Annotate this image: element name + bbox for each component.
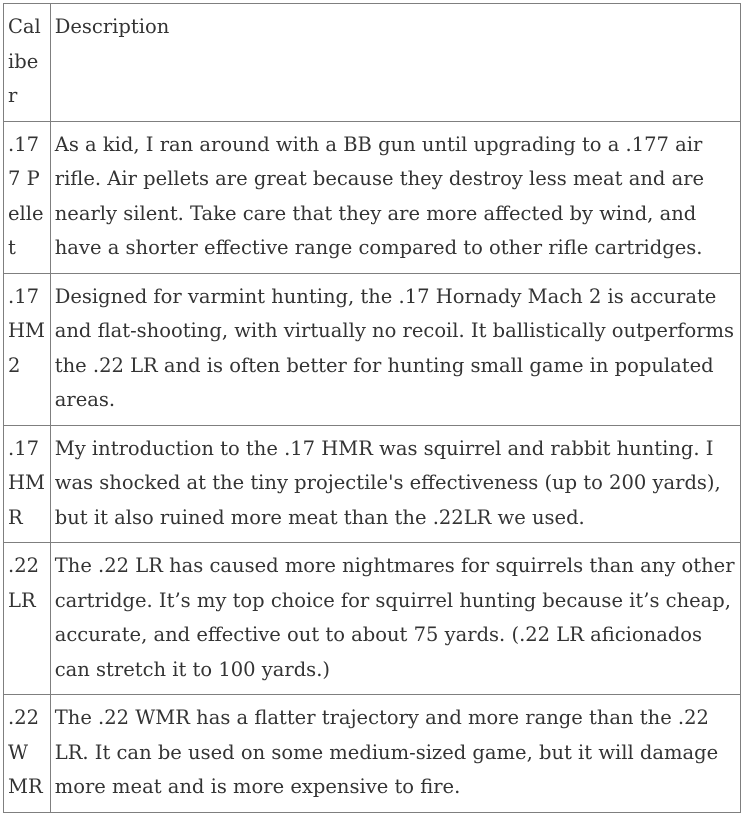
- header-description: [50, 4, 740, 122]
- caliber-cell: [4, 543, 51, 695]
- description-cell: [50, 695, 740, 813]
- caliber-table: [3, 3, 741, 813]
- header-description-label: Description: [54, 15, 170, 38]
- description-text: My introduction to the .17 HMR was squirrel and rabbit hunting. I was shocked at the tiny projectile's effectiveness (up to 200 yards), but it also ruined more meat than the .22LR we used.: [54, 436, 721, 529]
- caliber-cell: [4, 425, 51, 543]
- table-row: [4, 121, 741, 273]
- description-cell: [50, 121, 740, 273]
- description-cell: [50, 543, 740, 695]
- caliber-text: .17 HMR: [8, 436, 45, 529]
- table-row: [4, 273, 741, 425]
- description-text: As a kid, I ran around with a BB gun until upgrading to a .177 air rifle. Air pellets are great because they destroy less meat and are nearly silent. Take care that they are more affected by wind, and have a shorter effective range compared to other rifle cartridges.: [54, 132, 705, 259]
- caliber-cell: [4, 121, 51, 273]
- caliber-cell: [4, 695, 51, 813]
- table-header-row: [4, 4, 741, 122]
- table-row: [4, 425, 741, 543]
- table-row: [4, 543, 741, 695]
- caliber-text: .22 WMR: [8, 706, 43, 798]
- description-cell: [50, 273, 740, 425]
- caliber-text: .17 HM2: [8, 284, 45, 377]
- header-caliber-label: Caliber: [8, 15, 41, 107]
- header-caliber: [4, 4, 51, 122]
- description-text: The .22 LR has caused more nightmares for squirrels than any other cartridge. It’s my top choice for squirrel hunting because it’s cheap, accurate, and effective out to about 75 yards. (.22 LR aficionados can stretch it to 100 yards.): [54, 554, 735, 681]
- description-text: Designed for varmint hunting, the .17 Hornady Mach 2 is accurate and flat-shooting, with virtually no recoil. It ballistically outperforms the .22 LR and is often better for hunting small game in populated areas.: [54, 284, 735, 411]
- caliber-cell: [4, 273, 51, 425]
- description-text: The .22 WMR has a flatter trajectory and more range than the .22 LR. It can be used on some medium-sized game, but it will damage more meat and is more expensive to fire.: [54, 706, 719, 798]
- table-row: [4, 695, 741, 813]
- caliber-text: .22 LR: [8, 554, 40, 612]
- caliber-text: .177 Pellet: [8, 132, 44, 259]
- description-cell: [50, 425, 740, 543]
- caliber-table-wrapper: [3, 3, 741, 813]
